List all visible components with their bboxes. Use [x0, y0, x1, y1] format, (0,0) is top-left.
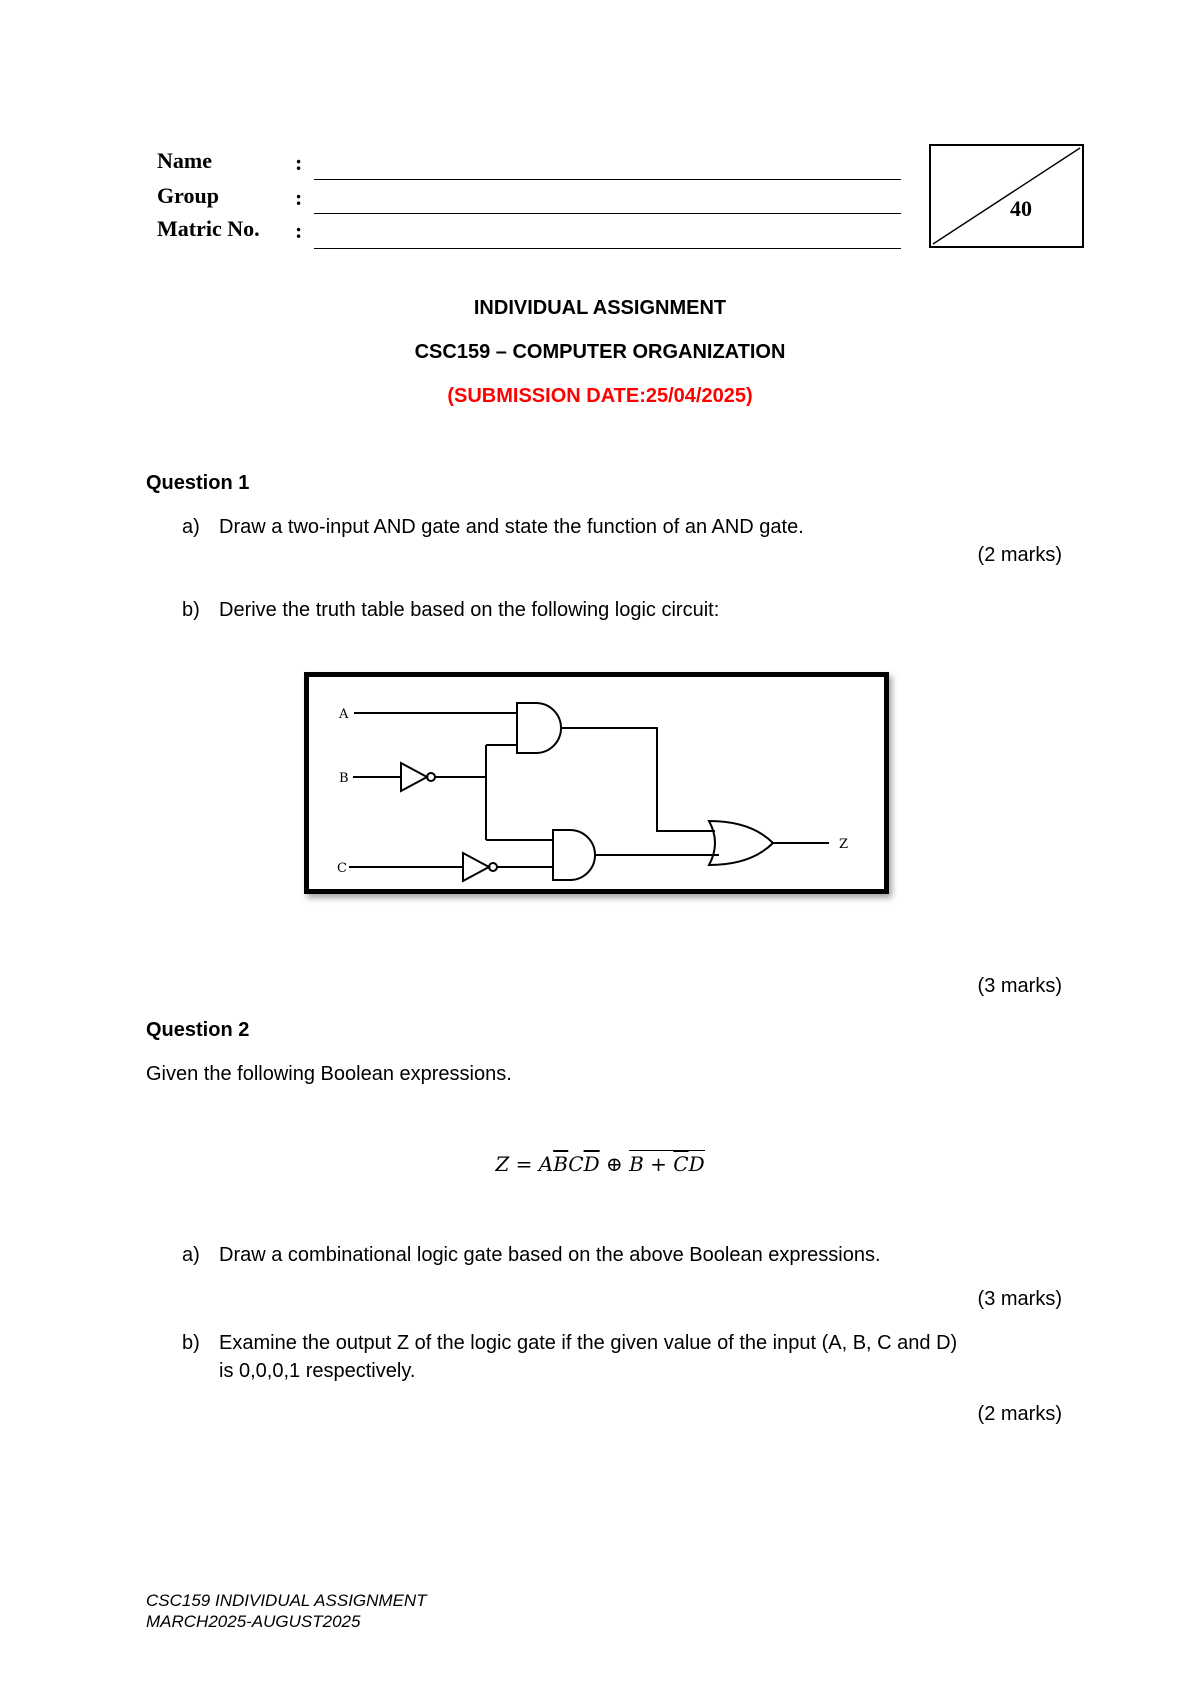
score-box-diagonal	[931, 146, 1082, 246]
group-field[interactable]	[314, 213, 901, 214]
label-input-c: C	[337, 861, 347, 876]
group-colon: :	[295, 185, 303, 210]
question-2-heading: Question 2	[146, 1019, 250, 1041]
matric-colon: :	[295, 218, 303, 243]
q1b-marker: b)	[182, 599, 200, 621]
q1a-marker: a)	[182, 516, 200, 538]
label-input-b: B	[339, 771, 349, 786]
and-gate-bottom	[553, 830, 595, 880]
label-output-z: Z	[839, 837, 849, 852]
logic-circuit-figure	[304, 672, 889, 894]
q1b-marks: (3 marks)	[977, 975, 1062, 997]
not-gate-c	[463, 853, 489, 881]
q1a-text: Draw a two-input AND gate and state the function of an AND gate.	[219, 516, 804, 538]
q1b-text: Derive the truth table based on the following logic circuit:	[219, 599, 720, 621]
not-gate-b	[401, 763, 427, 791]
group-label: Group	[157, 183, 219, 208]
q2b-marker: b)	[182, 1332, 200, 1354]
score-total: 40	[1010, 196, 1032, 221]
name-colon: :	[295, 150, 303, 175]
and-gate-top	[517, 703, 561, 753]
q2a-text: Draw a combinational logic gate based on the above Boolean expressions.	[219, 1244, 881, 1266]
name-label: Name	[157, 148, 212, 173]
q2b-text-line1: Examine the output Z of the logic gate if the given value of the input (A, B, C and D)	[219, 1332, 958, 1354]
matric-field[interactable]	[314, 248, 901, 249]
q2b-marks: (2 marks)	[977, 1403, 1062, 1425]
course-title: CSC159 – COMPUTER ORGANIZATION	[414, 341, 786, 363]
submission-date: (SUBMISSION DATE:25/04/2025)	[447, 385, 753, 407]
or-gate	[709, 821, 773, 865]
logic-circuit-diagram	[309, 677, 884, 889]
q2a-marker: a)	[182, 1244, 200, 1266]
question-1-heading: Question 1	[146, 472, 250, 494]
score-box	[929, 144, 1084, 248]
assignment-title: INDIVIDUAL ASSIGNMENT	[473, 297, 727, 319]
q2-intro: Given the following Boolean expressions.	[146, 1063, 512, 1085]
q2b-text-line2: is 0,0,0,1 respectively.	[219, 1360, 416, 1382]
footer-line-2: MARCH2025-AUGUST2025	[146, 1612, 361, 1631]
label-input-a: A	[339, 707, 349, 722]
q1a-marks: (2 marks)	[977, 544, 1062, 566]
matric-label: Matric No.	[157, 216, 260, 241]
name-field[interactable]	[314, 179, 901, 180]
footer-line-1: CSC159 INDIVIDUAL ASSIGNMENT	[146, 1591, 427, 1610]
q2a-marks: (3 marks)	[977, 1288, 1062, 1310]
boolean-expression: $Z = A\overline{B}C\overline{D}$ ⊕ $B + \overline{C}D$	[495, 1152, 705, 1176]
